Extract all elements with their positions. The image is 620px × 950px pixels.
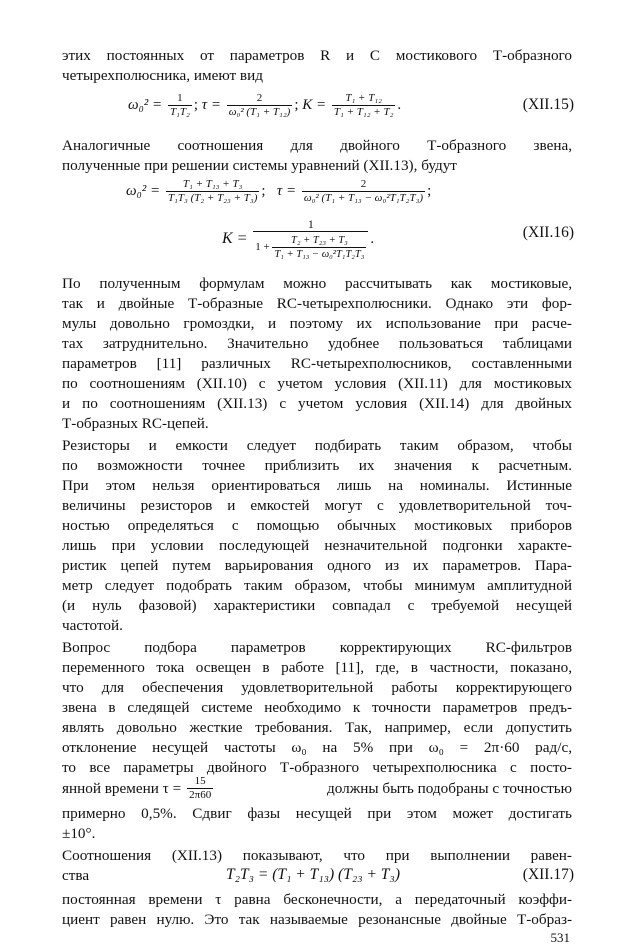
text-line: По полученным формулам можно рассчитывать как мостиковые, — [62, 275, 572, 292]
text-line: (и нуль фазовой) характеристики совпадал с требуемой несущей — [62, 597, 572, 614]
fraction: $\frac{15}{2\pi 60}$ — [189, 775, 212, 801]
text-line: и по соотношениям (XII.13) с учетом условия (XII.14) для двойных — [62, 395, 572, 412]
eq-lhs: K = — [302, 96, 327, 113]
text-line: звена в следящей системе необходимо к точности параметров предъ- — [62, 699, 572, 716]
text-line: Резисторы и емкости следует подбирать таким образом, чтобы — [62, 437, 572, 454]
text-line: что для обеспечения удовлетворительной работы корректирующего — [62, 679, 572, 696]
text-line: по соотношениям (XII.10) с учетом условия (XII.11) для мостиковых — [62, 375, 572, 392]
text-line: являть довольно жесткие требования. Так, например, если допустить — [62, 719, 572, 736]
text-line: Вопрос подбора параметров корректирующих RC-фильтров — [62, 639, 572, 656]
equation-xii-16-b: K = 1 1 + $\frac{\text{T₂ + T₂₃ + T₃}}{\text{T₁ + T₁₃ − ω₀²T₁T₂T₃}}$ . — [222, 217, 375, 260]
text-line: ностью определяться с помощью обычных мостиковых приборов — [62, 517, 572, 534]
equation-xii-15: ω₀² = $\frac{1}{\text{T₁T₂}}$ ; τ = $\frac{2}{\text{ω₀² (T₁ + T₁₂)}}$ ; K = $\frac{\text{T₁ + T₁₂}}{\text{T₁ + T₁₂ + T₂}}$ . — [128, 92, 402, 118]
text-line: лишь при условии последующей незначительной подгонки характе- — [62, 537, 572, 554]
text-line: тах затруднительно. Значительно удобнее пользоваться таблицами — [62, 335, 572, 352]
page-number: 531 — [550, 930, 570, 945]
eq-lhs: τ = — [201, 96, 221, 113]
eq-lhs: K = — [222, 229, 248, 247]
text-line: отклонение несущей частоты ω₀ на 5% при ω₀ = 2π·60 рад/с, — [62, 739, 572, 756]
equation-xii-17: T₂T₃ = (T₁ + T₁₃) (T₂₃ + T₃) — [226, 866, 400, 883]
text-line: параметров [11] различных RC-четырехполюсников, составленными — [62, 355, 572, 372]
text-line: четырехполюсника, имеют вид — [62, 67, 263, 84]
text-line: Т-образных RC-цепей. — [62, 415, 209, 432]
text-line: ±10°. — [62, 825, 96, 842]
equation-number: (XII.15) — [522, 96, 574, 113]
fraction: $\frac{2}{\text{ω₀² (T₁ + T₁₂)}}$ — [228, 92, 291, 118]
fraction: $\frac{\text{T₁ + T₁₃ + T₃}}{\text{T₁T₃ (T₂ + T₂₃ + T₃)}}$ — [167, 178, 258, 204]
text-line: При этом нельзя ориентироваться лишь на номиналы. Истинные — [62, 477, 572, 494]
text-line: частотой. — [62, 617, 123, 634]
fraction: $\frac{2}{\text{ω₀² (T₁ + T₁₃ − ω₀²T₁T₂T₃)}}$ — [303, 178, 424, 204]
text-line: величины резисторов и емкостей могут с удовлетворительной точ- — [62, 497, 572, 514]
fraction: $\frac{\text{T₁ + T₁₂}}{\text{T₁ + T₁₂ + T₂}}$ — [333, 92, 394, 118]
text-line: так и двойные Т-образные RC-четырехполюсники. Однако эти фор- — [62, 295, 572, 312]
text-line: по возможности точнее приблизить их значения к расчетным. — [62, 457, 572, 474]
eq-lhs: ω₀² = — [128, 96, 163, 113]
eq-lhs: τ = — [276, 182, 297, 199]
text-line: то все параметры двойного Т-образного четырехполюсника с посто- — [62, 759, 572, 776]
text-line: этих постоянных от параметров R и C мостикового Т-образного — [62, 47, 572, 64]
fraction: 1 1 + $\frac{\text{T₂ + T₂₃ + T₃}}{\text{T₁ + T₁₃ − ω₀²T₁T₂T₃}}$ — [253, 218, 368, 261]
text-line: постоянная времени τ равна бесконечности, а передаточный коэффи- — [62, 891, 572, 908]
text-line: примерно 0,5%. Сдвиг фазы несущей при этом может достигать — [62, 805, 572, 822]
text-line: полученные при решении системы уравнений (XII.13), будут — [62, 157, 457, 174]
text-line: Аналогичные соотношения для двойного Т-образного звена, — [62, 137, 572, 154]
text-line: ства — [62, 867, 90, 884]
text-line: Соотношения (XII.13) показывают, что при выполнении равен- — [62, 847, 572, 864]
text-line: циент равен нулю. Это так называемые резонансные двойные Т-образ- — [62, 911, 572, 928]
text-line: переменного тока освещен в работе [11], где, в частности, показано, — [62, 659, 572, 676]
text-line: ристик цепей путем варьирования одного из их параметров. Пара- — [62, 557, 572, 574]
text-line: метр следует подобрать таким образом, чтобы минимум амплитудной — [62, 577, 572, 594]
text-line: мулы довольно громоздки, и поэтому их использование при расче- — [62, 315, 572, 332]
eq-lhs: ω₀² = — [126, 182, 161, 199]
equation-number: (XII.17) — [522, 866, 574, 883]
text-line-with-formula: янной времени τ = $\frac{15}{2\pi 60}$ должны быть подобраны с точностью — [62, 775, 572, 801]
equation-xii-16-a: ω₀² = $\frac{\text{T₁ + T₁₃ + T₃}}{\text{T₁T₃ (T₂ + T₂₃ + T₃)}}$ ; τ = $\frac{2}{\text{ω₀² (T₁ + T₁₃ − ω₀²T₁T₂T₃)}}$ ; — [126, 178, 432, 204]
fraction: $\frac{1}{\text{T₁T₂}}$ — [169, 92, 190, 118]
equation-number: (XII.16) — [522, 224, 574, 241]
